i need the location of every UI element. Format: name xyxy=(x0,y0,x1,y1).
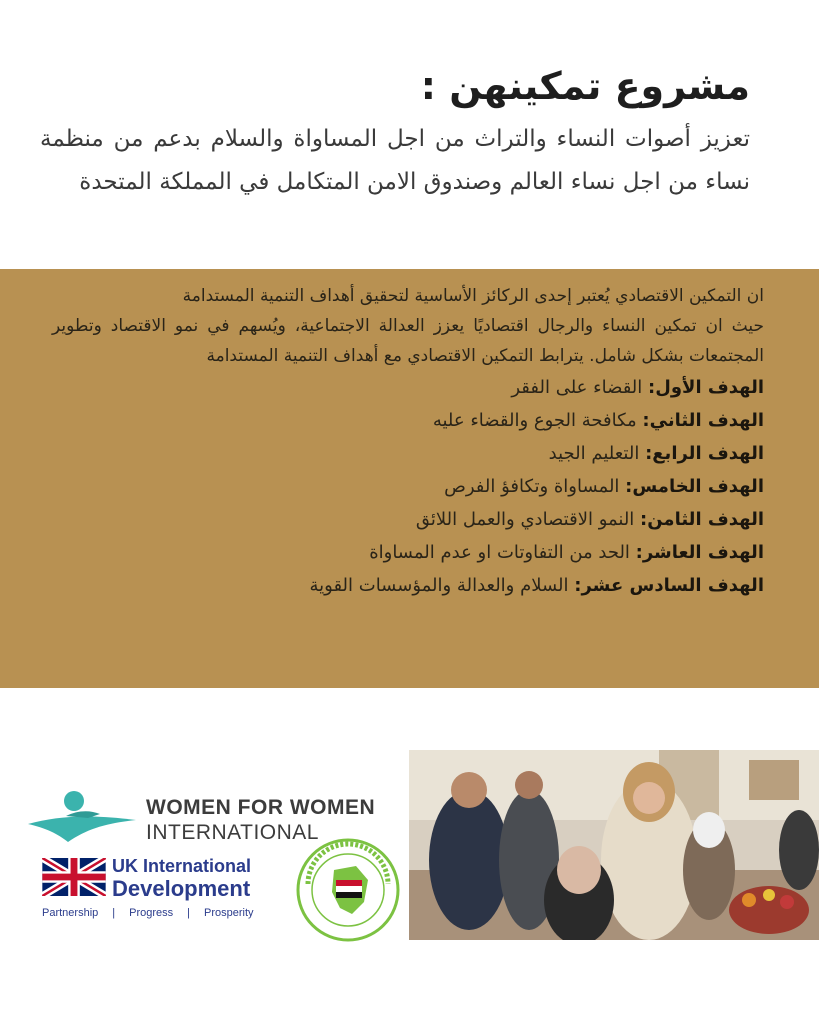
goal-item xyxy=(52,569,764,602)
header xyxy=(40,62,750,204)
goal-item xyxy=(52,404,764,437)
goal-text: المساواة وتكافؤ الفرص xyxy=(444,476,626,497)
goal-label: الهدف السادس عشر: xyxy=(574,575,764,596)
goal-item xyxy=(52,371,764,404)
goal-item xyxy=(52,437,764,470)
intro-paragraph: ان التمكين الاقتصادي يُعتبر إحدى الركائز الأساسية لتحقيق أهداف التنمية المستدامة xyxy=(182,286,764,306)
goals-list xyxy=(52,371,764,602)
goal-text: مكافحة الجوع والقضاء عليه xyxy=(432,410,643,431)
tagline-word: Progress xyxy=(129,907,174,919)
goal-label: الهدف الثامن: xyxy=(640,509,764,530)
wfw-name: WOMEN FOR WOMEN xyxy=(146,796,376,819)
goal-label: الهدف العاشر: xyxy=(635,542,764,563)
goal-item xyxy=(52,470,764,503)
goal-item xyxy=(52,536,764,569)
goal-text: الحد من التفاوتات او عدم المساواة xyxy=(369,542,636,563)
page-title: مشروع تمكينهن : xyxy=(420,64,750,108)
tagline-separator: | xyxy=(112,907,116,919)
second-paragraph: حيث ان تمكين النساء والرجال اقتصاديًا يعزز العدالة الاجتماعية، ويُسهم في نمو الاقتصاد وتطوير المجتمعات بشكل شامل. يترابط التمكين الاقتصادي مع أهداف التنمية المستدامة xyxy=(52,316,764,366)
goal-label: الهدف الأول: xyxy=(648,377,764,398)
goal-text: النمو الاقتصادي والعمل اللائق xyxy=(415,509,641,530)
tagline-separator: | xyxy=(187,907,191,919)
uk-line1: UK International xyxy=(112,856,252,876)
goal-label: الهدف الخامس: xyxy=(625,476,764,497)
uk-tagline xyxy=(42,907,254,919)
goal-text: السلام والعدالة والمؤسسات القوية xyxy=(309,575,575,596)
tagline-word: Partnership xyxy=(42,907,99,919)
goal-text: القضاء على الفقر xyxy=(511,377,649,398)
organization-seal-icon xyxy=(294,836,402,944)
uk-flag-icon xyxy=(42,858,106,896)
tagline-word: Prosperity xyxy=(204,907,254,919)
wfw-subname: INTERNATIONAL xyxy=(146,821,319,844)
goal-label: الهدف الرابع: xyxy=(645,443,764,464)
goal-label: الهدف الثاني: xyxy=(642,410,764,431)
goal-text: التعليم الجيد xyxy=(548,443,646,464)
goal-item xyxy=(52,503,764,536)
page-subtitle: تعزيز أصوات النساء والتراث من اجل المساواة والسلام بدعم من منظمة نساء من اجل نساء العالم وصندوق الامن المتكامل في المملكة المتحدة xyxy=(40,126,750,195)
uk-line2: Development xyxy=(112,876,251,901)
content-text xyxy=(52,281,764,602)
content-band xyxy=(0,269,819,688)
workshop-photo xyxy=(409,750,819,940)
